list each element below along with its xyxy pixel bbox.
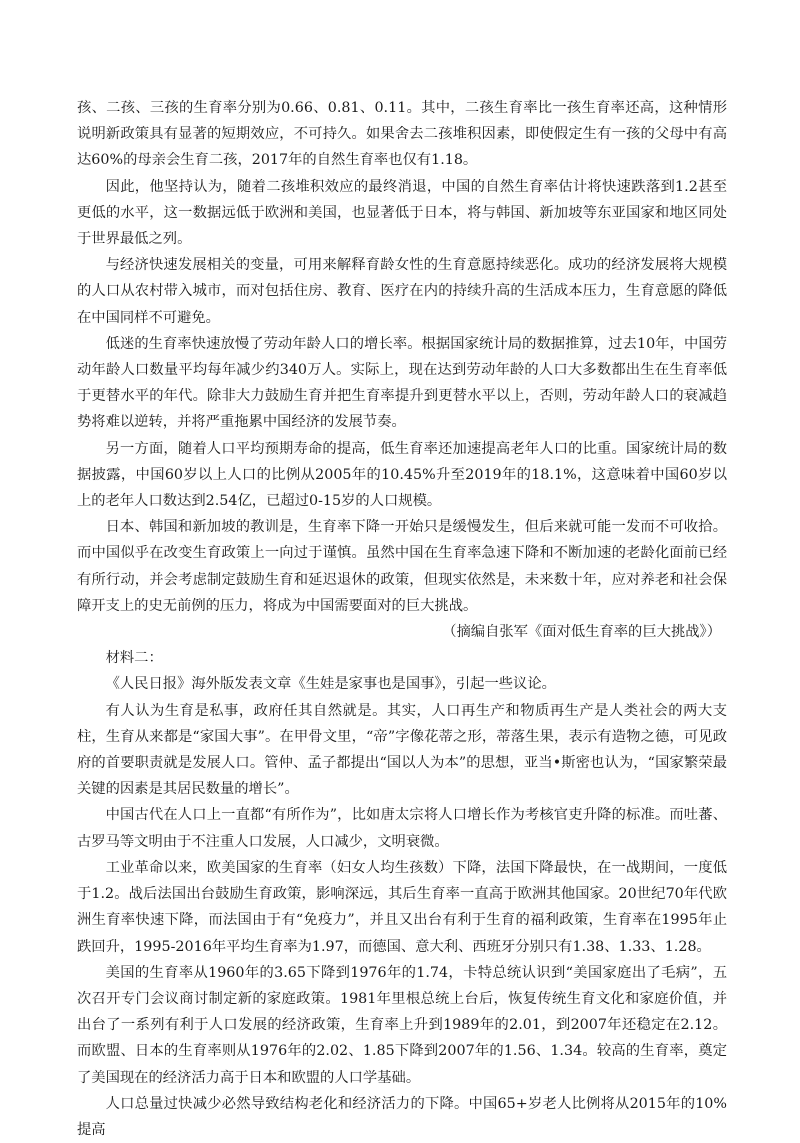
paragraph: 《人民日报》海外版发表文章《生娃是家事也是国事》，引起一些议论。 [105,676,556,693]
paragraph-truncated: 人口总量过快减少必然导致结构老化和经济活力的下降。中国65+岁老人比例将从2015年的10%提高 [77,1095,727,1138]
paragraph: 与经济快速发展相关的变量，可用来解释育龄女性的生育意愿持续恶化。成功的经济发展将大规模的人口从农村带入城市，而对包括住房、教育、医疗在内的持续升高的生活成本压力，生育意愿的降低在中国同样不可避免。 [77,257,727,326]
paragraph: 工业革命以来，欧美国家的生育率（妇女人均生孩数）下降，法国下降最快，在一战期间，一度低于1.2。战后法国出台鼓励生育政策，影响深远，其后生育率一直高于欧洲其他国家。20世纪70年代欧洲生育率快速下降，而法国由于有“免疫力”，并且又出台有利于生育的福利政策，生育率在1995年止跌回升，1995-2016年平均生育率为1.97，而德国、意大利、西班牙分别只有1.38、1.33、1.28。 [77,859,727,955]
paragraph: 中国古代在人口上一直都“有所作为”，比如唐太宗将人口增长作为考核官吏升降的标准。而吐蕃、古罗马等文明由于不注重人口发展，人口减少，文明衰微。 [77,807,727,850]
paragraph: 因此，他坚持认为，随着二孩堆积效应的最终消退，中国的自然生育率估计将快速跌落到1.2甚至更低的水平，这一数据远低于欧洲和美国，也显著低于日本，将与韩国、新加坡等东亚国家和地区同处于世界最低之列。 [77,178,727,248]
paragraph: 低迷的生育率快速放慢了劳动年龄人口的增长率。根据国家统计局的数据推算，过去10年，中国劳动年龄人口数量平均每年减少约340万人。实际上，现在达到劳动年龄的人口大多数都出生在生育率低于更替水平的年代。除非大力鼓励生育并把生育率提升到更替水平以上，否则，劳动年龄人口的衰减趋势将难以逆转，并将严重拖累中国经济的发展节奏。 [77,335,727,431]
paragraph: 日本、韩国和新加坡的教训是，生育率下降一开始只是缓慢发生，但后来就可能一发而不可收拾。而中国似乎在改变生育政策上一向过于谨慎。虽然中国在生育率急速下降和不断加速的老龄化面前已经有所行动，并会考虑制定鼓励生育和延迟退休的政策，但现实依然是，未来数十年，应对养老和社会保障开支上的史无前例的压力，将成为中国需要面对的巨大挑战。 [77,519,727,614]
paragraph: 另一方面，随着人口平均预期寿命的提高，低生育率还加速提高老年人口的比重。国家统计局的数据披露，中国60岁以上人口的比例从2005年的10.45%升至2019年的18.1%，这意味着中国60岁以上的老年人口数达到2.54亿，已超过0-15岁的人口规模。 [77,440,727,510]
paragraph: 有人认为生育是私事，政府任其自然就是。其实，人口再生产和物质再生产是人类社会的两大支柱，生育从来都是“家国大事”。在甲骨文里，“帝”字像花蒂之形，蒂落生果，表示有造物之德，可见政府的首要职责就是发展人口。管仲、孟子都提出“国以人为本”的思想，亚当•斯密也认为，“国家繁荣最关键的因素是其居民数量的增长”。 [77,702,727,798]
source-citation: （摘编自张军《面对低生育率的巨大挑战》） [442,624,721,641]
material-label: 材料二： [105,650,163,667]
paragraph: 美国的生育率从1960年的3.65下降到1976年的1.74，卡特总统认识到“美国家庭出了毛病”，五次召开专门会议商讨制定新的家庭政策。1981年里根总统上台后，恢复传统生育文化和家庭价值，并出台了一系列有利于人口发展的经济政策，生育率上升到1989年的2.01，到2007年还稳定在2.12。而欧盟、日本的生育率则从1976年的2.02、1.85下降到2007年的1.56、1.34。较高的生育率，奠定了美国现在的经济活力高于日本和欧盟的人口学基础。 [77,964,727,1086]
paragraph-continued: 孩、二孩、三孩的生育率分别为0.66、0.81、0.11。其中，二孩生育率比一孩生育率还高，这种情形说明新政策具有显著的短期效应，不可持久。如果舍去二孩堆积因素，即使假定生有一孩的父母中有高达60%的母亲会生育二孩，2017年的自然生育率也仅有1.18。 [77,100,727,169]
document-page [77,95,727,1143]
